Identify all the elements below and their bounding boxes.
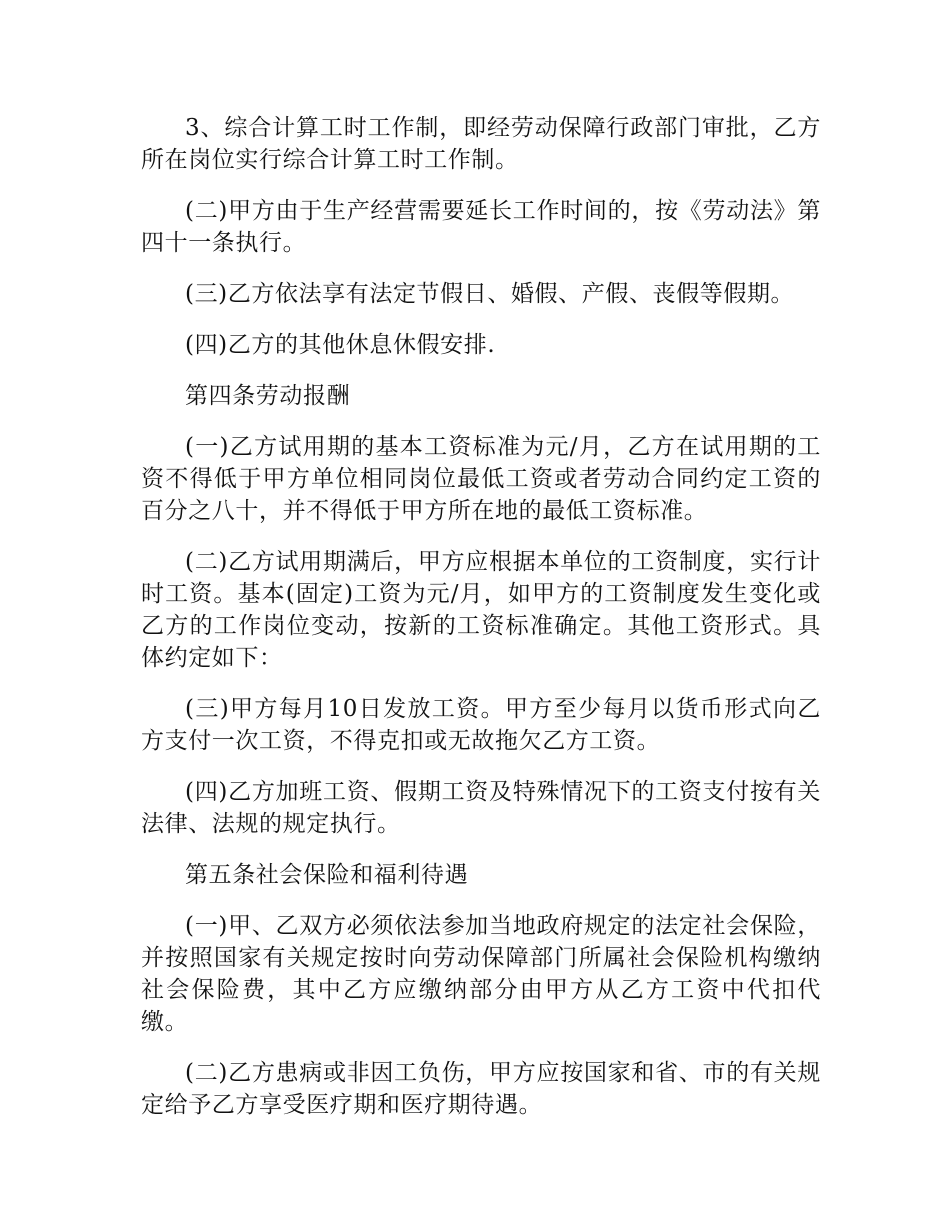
paragraph-overtime-pay: (四)乙方加班工资、假期工资及特殊情况下的工资支付按有关法律、法规的规定执行。	[141, 779, 821, 837]
document-body	[141, 112, 821, 1140]
paragraph-probation-wage: (一)乙方试用期的基本工资标准为元/月，乙方在试用期的工资不得低于甲方单位相同岗位最低工资或者劳动合同约定工资的百分之八十，并不得低于甲方所在地的最低工资标准。	[141, 434, 821, 524]
paragraph-medical-leave: (二)乙方患病或非因工负伤，甲方应按国家和省、市的有关规定给予乙方享受医疗期和医疗期待遇。	[141, 1060, 821, 1118]
paragraph-post-probation-wage: (二)乙方试用期满后，甲方应根据本单位的工资制度，实行计时工资。基本(固定)工资为元/月，如甲方的工资制度发生变化或乙方的工作岗位变动，按新的工资标准确定。其他工资形式。具体约定如下：	[141, 549, 821, 671]
paragraph-comprehensive-working-hours: 3、综合计算工时工作制，即经劳动保障行政部门审批，乙方所在岗位实行综合计算工时工作制。	[141, 115, 821, 173]
article-4-heading: 第四条劳动报酬	[185, 383, 351, 409]
paragraph-other-leave: (四)乙方的其他休息休假安排.	[185, 332, 496, 358]
paragraph-social-insurance: (一)甲、乙双方必须依法参加当地政府规定的法定社会保险，并按照国家有关规定按时向劳动保障部门所属社会保险机构缴纳社会保险费，其中乙方应缴纳部分由甲方从乙方工资中代扣代缴。	[141, 913, 821, 1035]
article-5-heading: 第五条社会保险和福利待遇	[185, 862, 469, 888]
paragraph-payday: (三)甲方每月10日发放工资。甲方至少每月以货币形式向乙方支付一次工资，不得克扣或无故拖欠乙方工资。	[141, 696, 821, 754]
paragraph-statutory-holidays: (三)乙方依法享有法定节假日、婚假、产假、丧假等假期。	[185, 281, 795, 307]
paragraph-overtime-extension: (二)甲方由于生产经营需要延长工作时间的，按《劳动法》第四十一条执行。	[141, 198, 821, 256]
